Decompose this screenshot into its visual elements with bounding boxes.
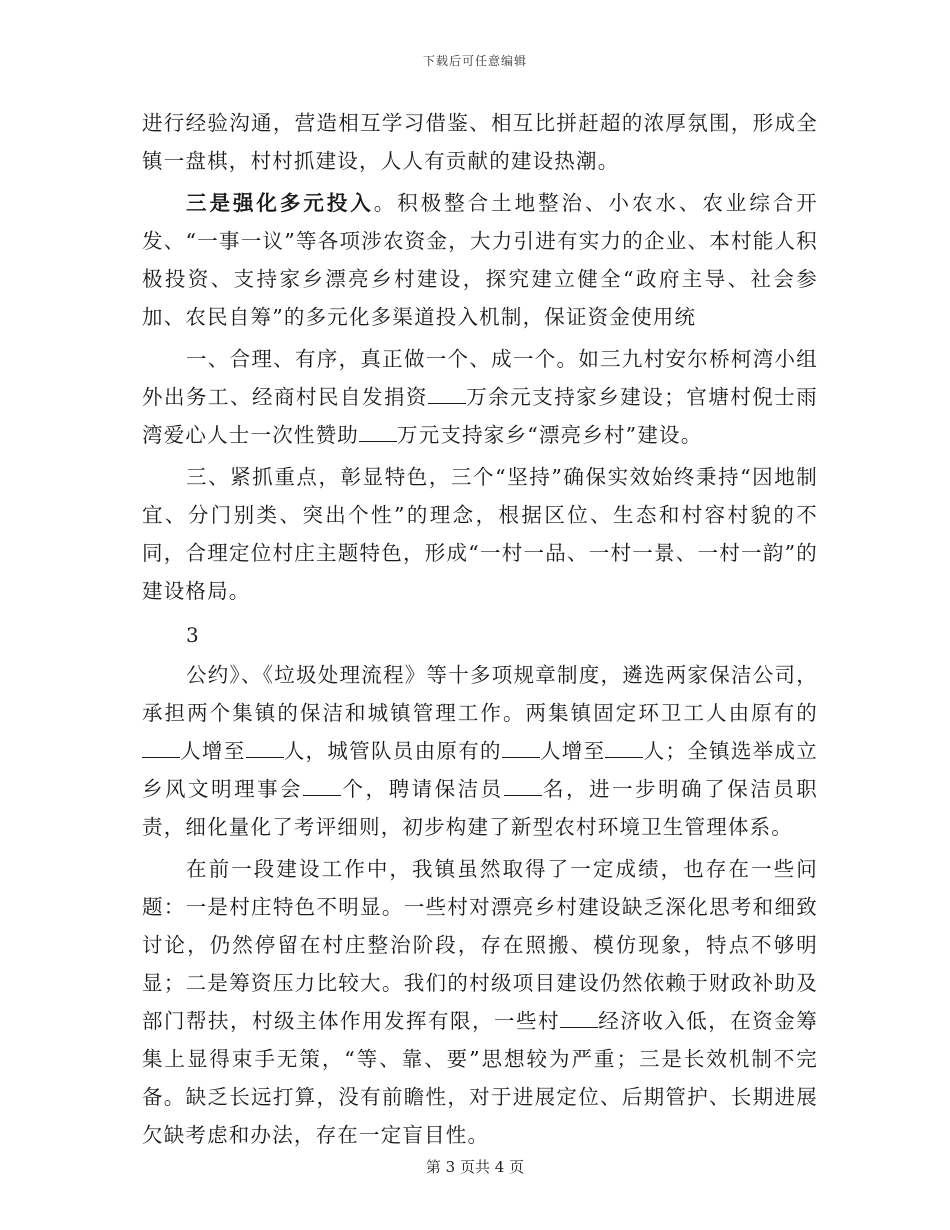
blank-line [504,773,542,796]
paragraph-3-text-a: 一、合理、有序，真正做一个、成一个。如三九村安尔桥柯湾小组外出务工、经商村民自发捐资 [142,347,818,409]
paragraph-3-text-b: 万余元支持家乡建设；官塘村倪士雨湾爱心人士一次性赞助 [142,385,818,447]
blank-line [428,381,466,404]
paragraph-5-text-e: 人；全镇选举成立乡风文明理事会 [142,739,818,801]
paragraph-4: 三、紧抓重点，彰显特色，三个“坚持”确保实效始终秉持“因地制宜、分门别类、突出个性”的理念，根据区位、生态和村容村貌的不同，合理定位村庄主题特色，形成“一村一品、一村一景、一村一韵”的建设格局。 [142,465,818,603]
paragraph-5-text-d: 人增至 [539,739,606,763]
paragraph-5-text-b: 人增至 [180,739,246,763]
paragraph-2 [142,184,818,336]
blank-line [303,773,341,796]
blank-line [605,735,643,758]
blank-line [359,419,397,442]
paragraph-5 [142,656,818,846]
blank-line [502,735,540,758]
paragraph-3-text-c: 万元支持家乡“漂亮乡村”建设。 [397,423,703,447]
page-marker: 3 [186,623,199,647]
paragraph-5-text-c: 人，城管队员由原有的 [283,739,502,763]
paragraph-5-text-g: 名，进一步明确了保洁员职责，细化量化了考评细则，初步构建了新型农村环境卫生管理体系。 [142,777,819,839]
paragraph-3 [142,340,818,454]
paragraph-1: 进行经验沟通，营造相互学习借鉴、相互比拼赶超的浓厚氛围，形成全镇一盘棋，村村抓建设，人人有贡献的建设热潮。 [142,111,818,173]
page-header: 下载后可任意编辑 [422,54,527,68]
paragraph-2-text: 。积极整合土地整治、小农水、农业综合开发、“一事一议”等各项涉农资金，大力引进有实力的企业、本村能人积极投资、支持家乡漂亮乡村建设，探究建立健全“政府主导、社会参加、农民自筹”的多元化多渠道投入机制，保证资金使用统 [142,191,818,329]
blank-line [142,735,180,758]
paragraph-5-text-f: 个，聘请保洁员 [341,777,504,801]
paragraph-6-text-a: 在前一段建设工作中，我镇虽然取得了一定成绩，也存在一些问题：一是村庄特色不明显。一些村对漂亮乡村建设缺乏深化思考和细致讨论，仍然停留在村庄整治阶段，存在照搬、模仿现象，特点不够明显；二是筹资压力比较大。我们的村级项目建设仍然依赖于财政补助及部门帮扶，村级主体作用发挥有限，一些村 [142,857,818,1033]
paragraph-6 [142,850,818,1154]
blank-line [246,735,284,758]
blank-line [560,1005,598,1028]
paragraph-5-text-a: 公约》、《垃圾处理流程》等十多项规章制度，遴选两家保洁公司，承担两个集镇的保洁和城镇管理工作。两集镇固定环卫工人由原有的 [142,663,818,725]
page-footer: 第 3 页共 4 页 [425,1158,525,1176]
paragraph-2-heading: 三是强化多元投入 [186,191,374,215]
paragraph-6-text-b: 经济收入低，在资金筹集上显得束手无策，“等、靠、要”思想较为严重；三是长效机制不完备。缺乏长远打算，没有前瞻性，对于进展定位、后期管护、长期进展欠缺考虑和办法，存在一定盲目性。 [142,1009,818,1147]
document-body [142,104,818,1154]
